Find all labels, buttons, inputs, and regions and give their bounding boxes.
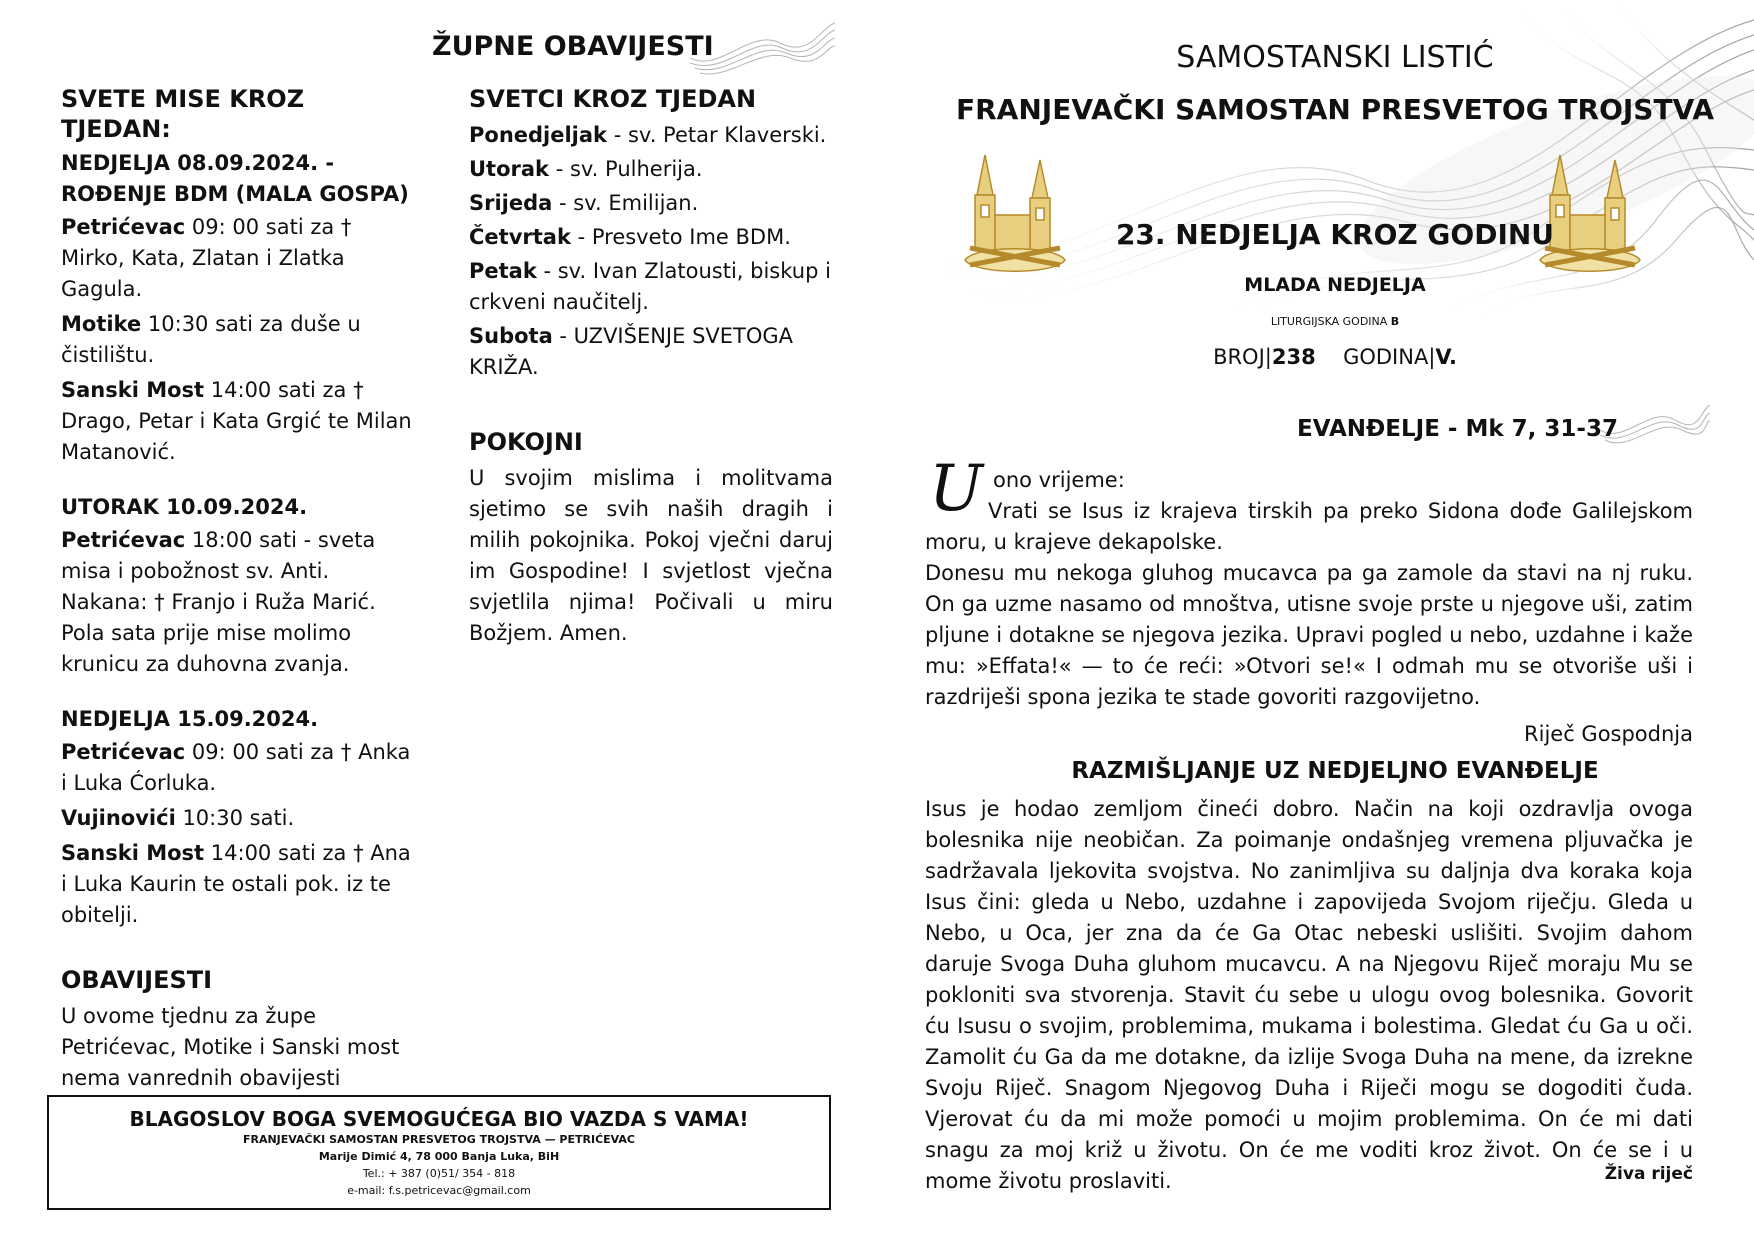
mass-entry: Sanski Most 14:00 sati za † Ana i Luka Kaurin te ostali pok. iz te obitelji. — [61, 841, 411, 927]
page-title: ŽUPNE OBAVIJESTI — [432, 31, 714, 62]
mass-entry: Motike 10:30 sati za duše u čistilištu. — [61, 312, 361, 367]
saint-item: Subota - UZVIŠENJE SVETOGA KRIŽA. — [469, 324, 794, 379]
mass-entry: Vujinovići 10:30 sati. — [61, 806, 295, 830]
sunday-title: 23. NEDJELJA KROZ GODINU — [1115, 218, 1555, 251]
saint-item: Četvrtak - Presveto Ime BDM. — [469, 225, 791, 249]
gospel-paragraph: Vrati se Isus iz krajeva tirskih pa preko Sidona dođe Galilejskom moru, u krajeve dekapolske. — [925, 499, 1693, 554]
day-date: UTORAK 10.09.2024. — [61, 495, 308, 519]
reflection-text: Isus je hodao zemljom čineći dobro. Način na koji ozdravlja ovoga bolesnika nije neobičan. Za poimanje ondašnjeg vremena pljuvačka je sadržavala ljekovita svojstva. No zanimljiva su daljnja dva koraka koja Isus čini: gleda u Nebo, uzdahne i zapovijeda Svojom riječju. Gleda u Nebo, u Oca, jer zna da će Ga Otac nebeski uslišiti. Svojim dahom daruje Svoga Duha gluhom mucavcu. A na Njegovu Riječ moraju Mu se pokloniti sva stvorenja. Stavit ću sebe u ulogu ovog bolesnika. Govorit ću Isusu o svojim, problemima, mukama i bolestima. Gledat ću Ga u oči. Zamolit ću Ga da me dotakne, da izlije Svoga Duha na mene, da izrekne Svoju Riječ. Snagom Njegovog Duha i Riječi mogu se dogoditi čuda. Vjerovat ću da mi može pomoći u mojim problemima. On će mi dati snagu za moj križ u životu. On će me voditi kroz život. On će se i u mome životu proslaviti. — [925, 797, 1693, 1193]
saint-item: Ponedjeljak - sv. Petar Klaverski. — [469, 123, 827, 147]
masses-column — [61, 84, 416, 1094]
issue-info: BROJ|238 GODINA|V. — [1213, 345, 1457, 369]
saint-item: Utorak - sv. Pulherija. — [469, 157, 703, 181]
gospel-body — [925, 452, 1693, 750]
email-text: e-mail: f.s.petricevac@gmail.com — [347, 1184, 531, 1197]
address-text: Marije Dimić 4, 78 000 Banja Luka, BiH — [318, 1150, 560, 1163]
footer-box — [47, 1095, 831, 1210]
deceased-text: U svojim mislima i molitvama sjetimo se svih naših dragih i milih pokojnika. Pokoj vječni daruj im Gospodine! I svjetlost vječna svjetlila njima! Počivali u miru Božjem. Amen. — [469, 466, 833, 645]
sunday-subtitle: MLADA NEDJELJA — [1244, 274, 1426, 296]
saints-column — [469, 84, 833, 649]
reflection-source: Živa riječ — [1604, 1164, 1693, 1184]
mass-entry: Sanski Most 14:00 sati za † Drago, Petar i Kata Grgić te Milan Matanović. — [61, 378, 412, 464]
mass-entry: Petrićevac 09: 00 sati za † Anka i Luka Ćorluka. — [61, 740, 411, 795]
monastery-title: FRANJEVAČKI SAMOSTAN PRESVETOG TROJSTVA — [955, 93, 1715, 126]
liturgical-year: LITURGIJSKA GODINA B — [1270, 315, 1400, 328]
reflection-heading: RAZMIŠLJANJE UZ NEDJELJNO EVANĐELJE — [1071, 758, 1599, 784]
notices-text: U ovome tjednu za župe Petrićevac, Motike i Sanski most nema vanrednih obavijesti — [61, 1004, 400, 1090]
saints-heading: SVETCI KROZ TJEDAN — [469, 85, 757, 113]
phone-text: Tel.: + 387 (0)51/ 354 - 818 — [362, 1167, 516, 1180]
pretitle: SAMOSTANSKI LISTIĆ — [1176, 40, 1494, 75]
gospel-first-line: ono vrijeme: — [993, 468, 1125, 492]
day-date: NEDJELJA 15.09.2024. — [61, 707, 319, 731]
blessing-text: BLAGOSLOV BOGA SVEMOGUĆEGA BIO VAZDA S VAMA! — [129, 1107, 749, 1131]
masses-heading: SVETE MISE KROZ TJEDAN: — [61, 85, 305, 143]
saint-item: Srijeda - sv. Emilijan. — [469, 191, 699, 215]
gospel-closing: Riječ Gospodnja — [1524, 722, 1693, 746]
mass-entry: Petrićevac 18:00 sati - sveta misa i pobožnost sv. Anti. Nakana: † Franjo i Ruža Marić. Pola sata prije mise molimo krunicu za duhovna zvanja. — [61, 528, 376, 676]
deceased-heading: POKOJNI — [469, 428, 583, 456]
notices-heading: OBAVIJESTI — [61, 966, 213, 994]
saint-item: Petak - sv. Ivan Zlatousti, biskup i crkveni naučitelj. — [469, 259, 831, 314]
gospel-paragraph: Donesu mu nekoga gluhog mucavca pa ga zamole da stavi na nj ruku. On ga uzme nasamo od mnoštva, utisne svoje prste u njegove uši, zatim pljune i dotakne se njegova jezika. Upravi pogled u nebo, uzdahne i kaže mu: »Effata!« — to će reći: »Otvori se!« I odmah mu se otvoriše uši i razdriješi spona jezika te stade govoriti razgovijetno. — [925, 561, 1693, 709]
mass-entry: Petrićevac 09: 00 sati za † Mirko, Kata, Zlatan i Zlatka Gagula. — [61, 215, 352, 301]
drop-cap: U — [929, 452, 983, 526]
day-date: NEDJELJA 08.09.2024. - ROĐENJE BDM (MALA GOSPA) — [61, 151, 409, 206]
monastery-name: FRANJEVAČKI SAMOSTAN PRESVETOG TROJSTVA — PETRIĆEVAC — [242, 1133, 636, 1146]
gospel-heading: EVANĐELJE - Mk 7, 31-37 — [1297, 416, 1618, 442]
